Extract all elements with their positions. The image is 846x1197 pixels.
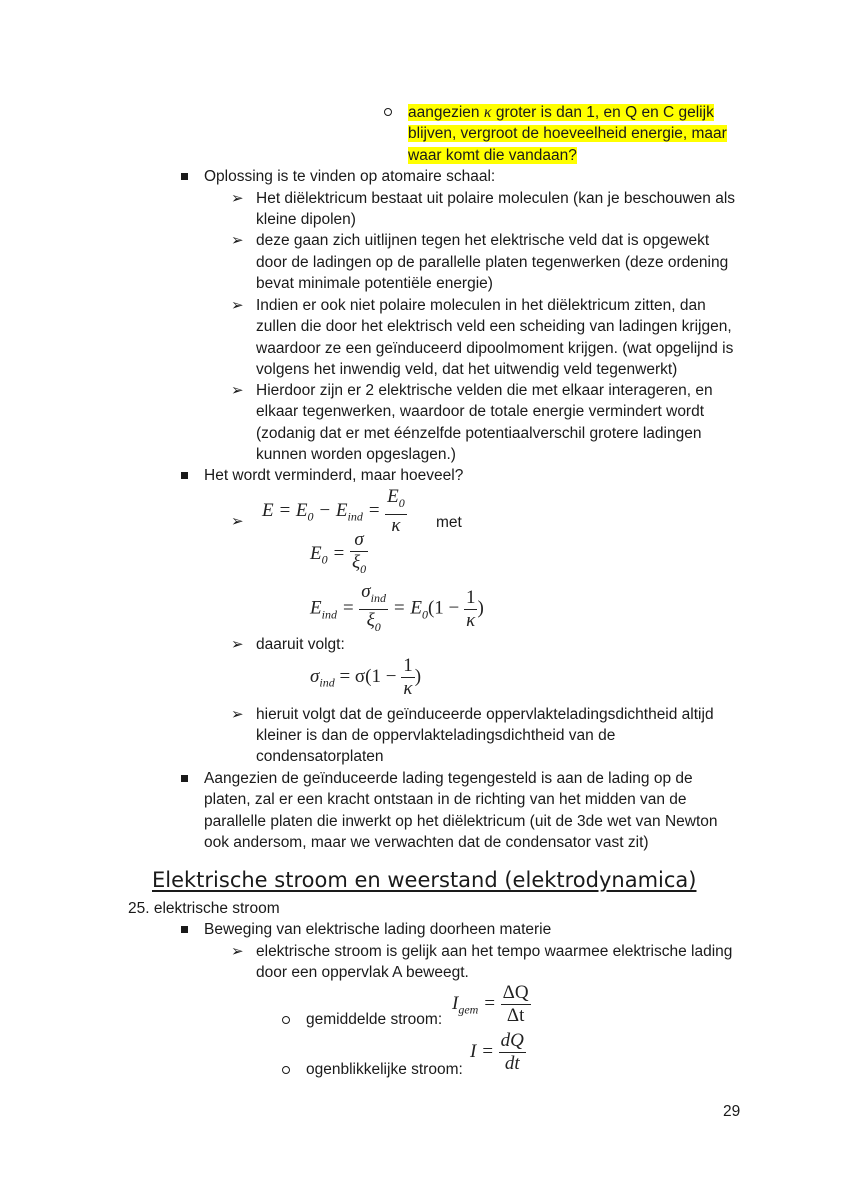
arrow-bullet-icon: ➢ [231,512,244,530]
ogenblikkelijke-stroom-label: ogenblikkelijke stroom: [306,1061,463,1078]
met-label: met [436,514,462,531]
gemiddelde-stroom-label: gemiddelde stroom: [306,1011,443,1028]
aangezien-line-4: ook andersom, maar we verwachten dat de condensator vast zit) [204,834,649,851]
hieruit-line-2: kleiner is dan de oppervlakteladingsdichtheid van de [256,727,616,744]
atomic-item-1-line-1: Het diëlektricum bestaat uit polaire moleculen (kan je beschouwen als [256,190,736,207]
bullet-wordt-verminderd: Het wordt verminderd, maar hoeveel? [204,467,464,484]
daaruit-volgt-label: daaruit volgt: [256,636,345,653]
atomic-item-1-line-2: kleine dipolen) [256,211,356,228]
atomic-item-3-line-1: Indien er ook niet polaire moleculen in het diëlektricum zitten, dan [256,297,706,314]
aangezien-line-1: Aangezien de geïnduceerde lading tegengesteld is aan de lading op de [204,770,693,787]
equation-instant-current: I = $\frac{dQ}{dt}$ [470,1030,524,1074]
equation-sigma-ind: $\sigma_{ind} = \sigma(1$ − $\frac{1}{\kappa}$ ) [310,655,422,699]
square-bullet-icon [181,173,188,180]
arrow-bullet-icon: ➢ [231,381,244,399]
equation-e0: $E_0$ = $\frac{\sigma}{\xi_0}$ [310,529,367,576]
aangezien-line-3: parallelle platen die inwerkt op het diëlektricum (uit de 3de wet van Newton [204,813,718,830]
circle-bullet-icon [282,1016,290,1024]
equation-e-ind: $E_{ind}$ = $\frac{\sigma_{ind}}{\xi_0}$ = $E_0(1$ − $\frac{1}{\kappa}$ ) [310,581,484,634]
atomic-item-4-line-2: elkaar tegenwerken, waardoor de totale energie vermindert wordt [256,403,705,420]
arrow-bullet-icon: ➢ [231,635,244,653]
section-heading: Elektrische stroom en weerstand (elektrodynamica) [152,868,697,892]
hieruit-line-3: condensatorplaten [256,748,384,765]
page-number: 29 [723,1103,741,1120]
atomic-item-3-line-3: waardoor ze een geïnduceerd dipoolmoment krijgen. (wat opgelijnd is [256,340,734,357]
arrow-bullet-icon: ➢ [231,296,244,314]
circle-bullet-icon [282,1066,290,1074]
highlight-line-2: blijven, vergroot de hoeveelheid energie, maar [408,125,727,142]
highlight-line-3: waar komt die vandaan? [408,147,577,164]
equation-e-total: $E = E_0 - E_{ind}$ = $\frac{E_0}{\kappa}$ [262,486,405,536]
atomic-item-2-line-3: bevat minimale potentiële energie) [256,275,493,292]
aangezien-line-2: platen, zal er een kracht ontstaan in de richting van het midden van de [204,791,687,808]
square-bullet-icon [181,775,188,782]
atomic-item-4-line-4: kunnen worden opgeslagen.) [256,446,456,463]
equation-average-current: $I_{gem}$ = $\frac{\Delta Q}{\Delta t}$ [452,982,529,1026]
hieruit-line-1: hieruit volgt dat de geïnduceerde oppervlakteladingsdichtheid altijd [256,706,714,723]
square-bullet-icon [181,472,188,479]
atomic-item-2-line-2: door de ladingen op de parallelle platen tegenwerken (deze ordening [256,254,729,271]
atomic-item-3-line-2: zullen die door het elektrisch veld een scheiding van ladingen krijgen, [256,318,732,335]
bullet-beweging: Beweging van elektrische lading doorheen materie [204,921,552,938]
subsection-heading: 25. elektrische stroom [128,900,280,917]
circle-bullet-icon [384,108,392,116]
arrow-bullet-icon: ➢ [231,189,244,207]
arrow-bullet-icon: ➢ [231,942,244,960]
atomic-item-2-line-1: deze gaan zich uitlijnen tegen het elektrische veld dat is opgewekt [256,232,710,249]
atomic-item-3-line-4: volgens het inwendig veld, dat het uitwendig veld tegenwerkt) [256,361,678,378]
stroom-line-2: door een oppervlak A beweegt. [256,964,469,981]
atomic-item-4-line-1: Hierdoor zijn er 2 elektrische velden die met elkaar interageren, en [256,382,713,399]
arrow-bullet-icon: ➢ [231,231,244,249]
square-bullet-icon [181,926,188,933]
bullet-oplossing: Oplossing is te vinden op atomaire schaal: [204,168,496,185]
stroom-line-1: elektrische stroom is gelijk aan het tempo waarmee elektrische lading [256,943,733,960]
atomic-item-4-line-3: (zodanig dat er met éénzelfde potentiaalverschil grotere ladingen [256,425,702,442]
arrow-bullet-icon: ➢ [231,705,244,723]
highlight-line-1: aangezien κ groter is dan 1, en Q en C gelijk [408,104,714,121]
